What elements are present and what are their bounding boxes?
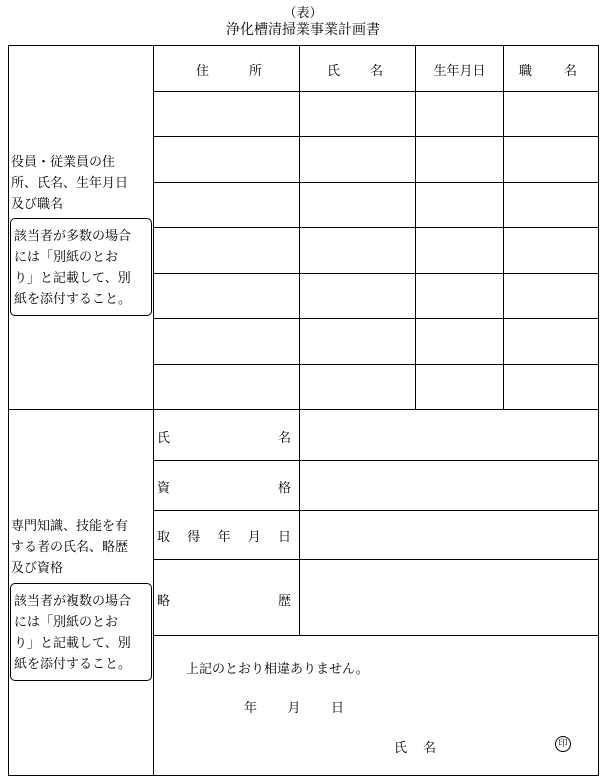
row-char: 氏: [157, 431, 171, 446]
header-char: 名: [563, 64, 577, 79]
seal-mark-icon: 印: [555, 736, 571, 752]
label-line: 及び職名: [11, 197, 64, 212]
note-line: には「別紙のとお: [14, 615, 119, 630]
header-char: 所: [248, 64, 262, 79]
note-line: 該当者が多数の場合: [14, 229, 132, 244]
row-char: 歴: [277, 594, 291, 609]
header-char: 職: [519, 64, 533, 79]
label-line: 所、氏名、生年月日: [11, 176, 129, 191]
row-char: 得: [187, 530, 201, 545]
expert-section-label: [11, 516, 151, 579]
certification-name-label: [394, 737, 436, 756]
row-char: 月: [247, 530, 261, 545]
name-char: 氏: [394, 741, 408, 756]
column-header-address: [196, 60, 262, 79]
column-header-birthdate: [416, 60, 503, 79]
column-header-name: [327, 60, 383, 79]
form-title: 浄化槽清掃業事業計画書: [226, 22, 380, 38]
column-header-position: [519, 60, 577, 79]
header-char: 生年月日: [433, 64, 486, 79]
form-label: （表）: [283, 6, 323, 21]
label-line: 専門知識、技能を有: [11, 519, 129, 534]
staff-section-note: [14, 226, 154, 310]
row-char: 名: [277, 431, 291, 446]
staff-section-label: [11, 152, 151, 215]
label-line: 役員・従業員の住: [11, 155, 116, 170]
row-char: 資: [157, 481, 171, 496]
row-char: 日: [277, 530, 291, 545]
row-char: 年: [217, 530, 231, 545]
date-char: 年: [244, 701, 258, 716]
expert-section-note: [14, 591, 154, 675]
note-line: 該当者が複数の場合: [14, 594, 132, 609]
header-char: 名: [369, 64, 383, 79]
label-line: する者の氏名、略歴: [11, 540, 129, 555]
note-line: り」と記載して、別: [14, 636, 131, 651]
note-line: り」と記載して、別: [14, 271, 131, 286]
name-char: 名: [422, 741, 436, 756]
date-char: 月: [287, 701, 301, 716]
header-char: 氏: [327, 64, 341, 79]
note-line: には「別紙のとお: [14, 250, 119, 265]
label-line: 及び資格: [11, 561, 64, 576]
row-char: 格: [277, 481, 291, 496]
row-label-acquired-date: [157, 526, 291, 545]
row-char: 取: [157, 530, 171, 545]
row-label-qualification: [157, 477, 291, 496]
note-line: 紙を添付すること。: [14, 292, 132, 307]
certification-statement: 上記のとおり相違ありません。: [186, 662, 369, 677]
date-char: 日: [330, 701, 344, 716]
row-label-name: [157, 427, 291, 446]
certification-date: [244, 697, 344, 716]
header-char: 住: [196, 64, 210, 79]
row-label-history: [157, 590, 291, 609]
note-line: 紙を添付すること。: [14, 657, 132, 672]
row-char: 略: [157, 594, 171, 609]
